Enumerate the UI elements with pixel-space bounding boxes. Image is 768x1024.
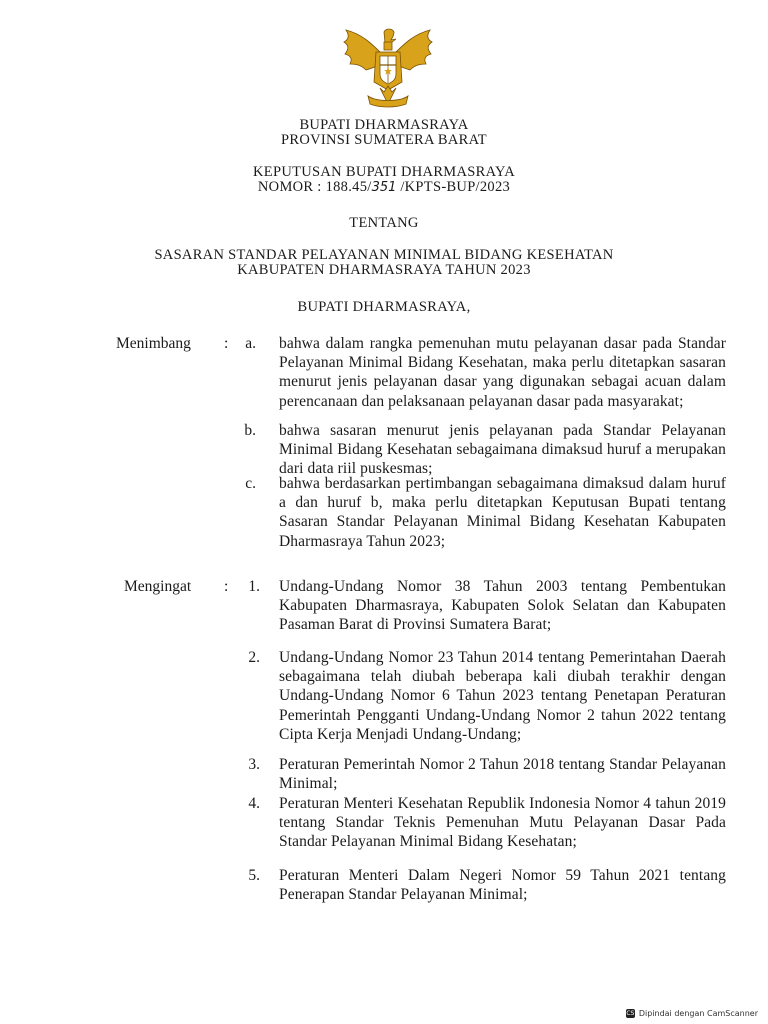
menimbang-marker-c: c. <box>245 475 256 492</box>
menimbang-label: Menimbang <box>116 335 191 352</box>
mengingat-item-5: Peraturan Menteri Dalam Negeri Nomor 59 Tahun 2021 tentang Penerapan Standar Pelayanan Minimal; <box>279 867 726 904</box>
subject-line-1: SASARAN STANDAR PELAYANAN MINIMAL BIDANG KESEHATAN <box>154 247 614 263</box>
decree-number <box>0 178 768 197</box>
menimbang-marker-a: a. <box>245 335 256 352</box>
subject-line-2: KABUPATEN DHARMASRAYA TAHUN 2023 <box>237 262 531 278</box>
mengingat-marker-4: 4. <box>248 795 260 812</box>
mengingat-item-4: Peraturan Menteri Kesehatan Republik Indonesia Nomor 4 tahun 2019 tentang Standar Teknis Pemenuhan Mutu Pelayanan Dasar Pada Standar Pelayanan Minimal Bidang Kesehatan; <box>279 795 726 851</box>
menimbang-marker-b: b. <box>244 422 256 439</box>
decree-number-suffix: /KPTS-BUP/2023 <box>396 179 511 195</box>
garuda-emblem-icon <box>336 24 440 110</box>
menimbang-item-c: bahwa berdasarkan pertimbangan sebagaimana dimaksud dalam huruf a dan huruf b, maka perlu ditetapkan Keputusan Bupati tentang Sasaran Standar Pelayanan Minimal Bidang Kesehatan Kabupaten Dharmasraya Tahun 2023; <box>279 475 726 550</box>
about-heading: TENTANG <box>349 215 419 231</box>
mengingat-marker-1: 1. <box>248 578 260 595</box>
decree-number-prefix: NOMOR : 188.45/ <box>257 179 372 195</box>
mengingat-marker-3: 3. <box>248 756 260 773</box>
issuer-heading: BUPATI DHARMASRAYA, <box>297 299 471 315</box>
decree-title: KEPUTUSAN BUPATI DHARMASRAYA <box>253 164 515 180</box>
menimbang-item-b: bahwa sasaran menurut jenis pelayanan pada Standar Pelayanan Minimal Bidang Kesehatan sebagaimana dimaksud huruf a merupakan dari data riil puskesmas; <box>279 422 726 478</box>
camscanner-badge <box>626 1009 758 1018</box>
menimbang-item-a: bahwa dalam rangka pemenuhan mutu pelayanan dasar pada Standar Pelayanan Minimal Bidang Kesehatan, maka perlu ditetapkan sasaran menurut jenis pelayanan dasar yang digunakan sebagai acuan dalam perencanaan dan pelaksanaan pelayanan dasar pada masyarakat; <box>279 335 726 410</box>
regent-title: BUPATI DHARMASRAYA <box>299 117 469 133</box>
mengingat-colon: : <box>224 578 229 595</box>
mengingat-marker-5: 5. <box>248 867 260 884</box>
province-title: PROVINSI SUMATERA BARAT <box>281 132 487 148</box>
mengingat-item-2: Undang-Undang Nomor 23 Tahun 2014 tentang Pemerintahan Daerah sebagaimana telah diubah beberapa kali diubah terakhir dengan Undang-Undang Nomor 6 Tahun 2023 tentang Penetapan Peraturan Pemerintah Pengganti Undang-Undang Nomor 2 tahun 2022 tentang Cipta Kerja Menjadi Undang-Undang; <box>279 649 726 743</box>
mengingat-item-1: Undang-Undang Nomor 38 Tahun 2003 tentang Pembentukan Kabupaten Dharmasraya, Kabupaten Solok Selatan dan Kabupaten Pasaman Barat di Provinsi Sumatera Barat; <box>279 578 726 634</box>
camscanner-text: Dipindai dengan CamScanner <box>638 1009 758 1018</box>
camscanner-icon: CS <box>626 1010 635 1017</box>
menimbang-colon: : <box>224 335 229 352</box>
mengingat-label: Mengingat <box>124 578 192 595</box>
mengingat-marker-2: 2. <box>248 649 260 666</box>
mengingat-item-3: Peraturan Pemerintah Nomor 2 Tahun 2018 tentang Standar Pelayanan Minimal; <box>279 756 726 793</box>
decree-number-handwritten: 351 <box>371 180 397 195</box>
